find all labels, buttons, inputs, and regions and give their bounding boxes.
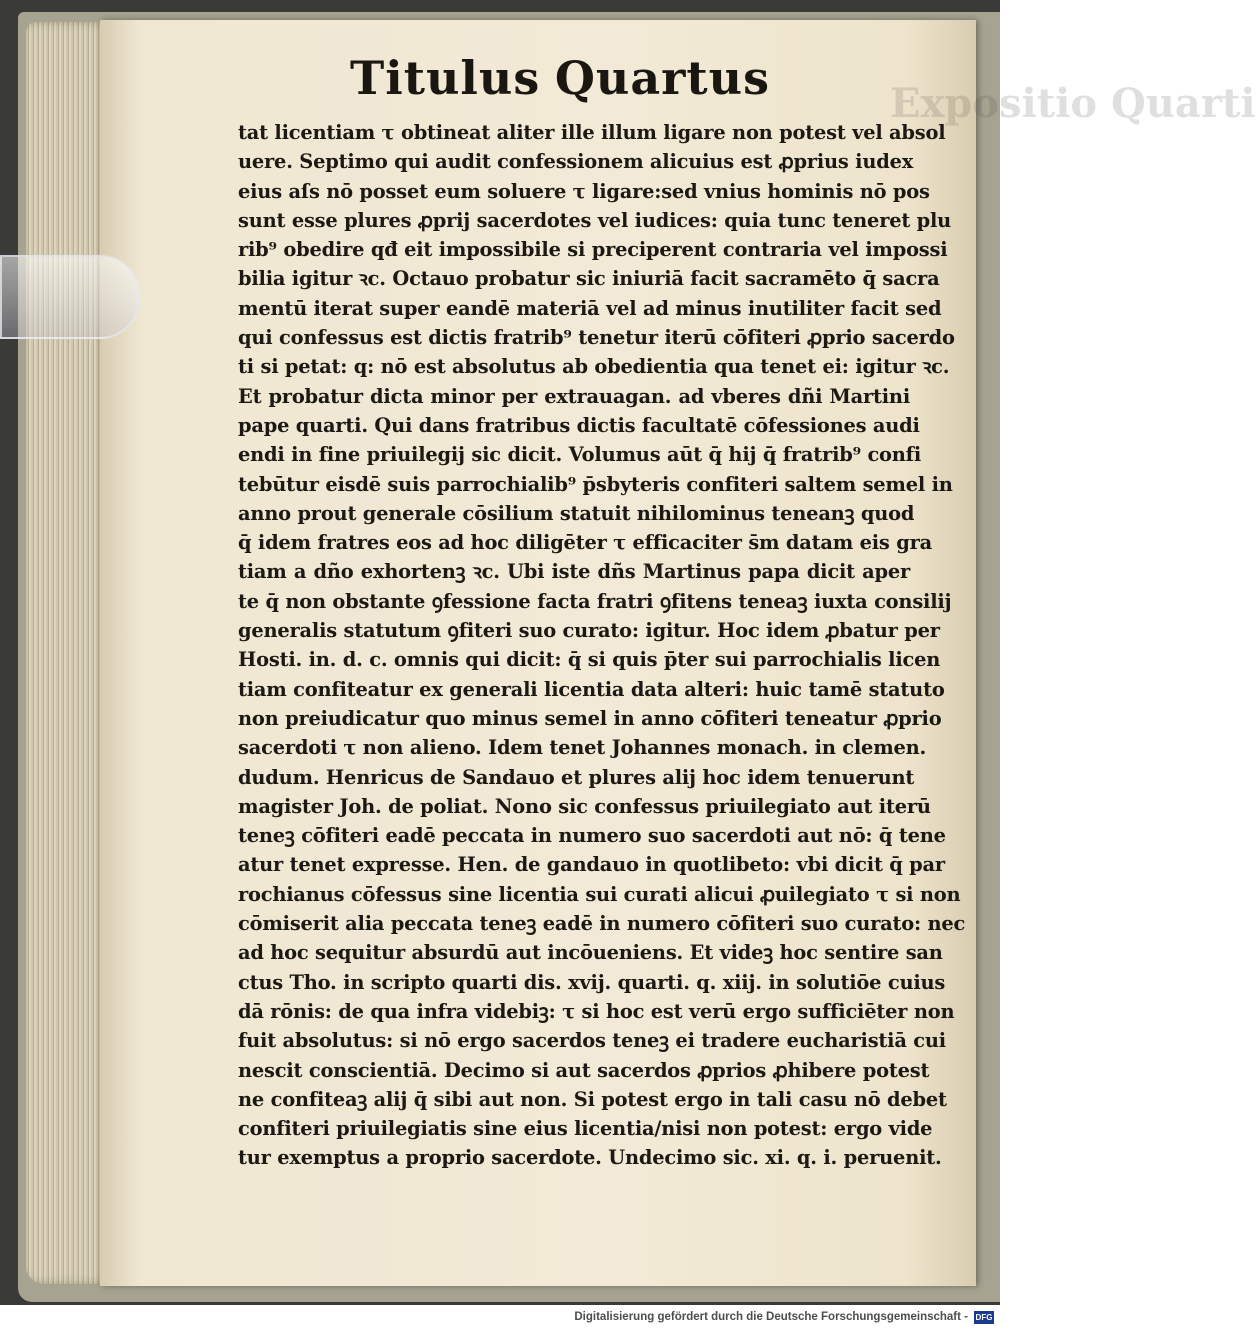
text-line: non preiudicatur quo minus semel in anno cōfiteri teneatur ꝓprio	[238, 706, 942, 730]
page-edges	[26, 22, 110, 1284]
running-title	[350, 48, 770, 108]
text-line: atur tenet expresse. Hen. de gandauo in quotlibeto: vbi dicit q̄ par	[238, 853, 945, 877]
text-line: endi in fine priuilegij sic dicit. Volumus aūt q̄ hij q̄ fratrib⁹ confi	[238, 443, 921, 467]
text-line: mentū iterat super eandē materiā vel ad minus inutiliter facit sed	[238, 296, 942, 320]
bleed-through-text: Expositio Quarti	[890, 80, 1256, 127]
text-line: generalis statutum ꝯfiteri suo curato: igitur. Hoc idem ꝓbatur per	[238, 619, 940, 643]
text-line: Hosti. in. d. c. omnis qui dicit: q̄ si quis p̄ter sui parrochialis licen	[238, 648, 941, 672]
text-line: sunt esse plures ꝓprij sacerdotes vel iudices: quia tunc teneret plu	[238, 208, 952, 232]
text-line: uere. Septimo qui audit confessionem alicuius est ꝓprius iudex	[238, 150, 914, 174]
text-line: eius aſs nō posset eum soluere τ ligare:sed vnius hominis nō pos	[238, 179, 930, 203]
text-line: anno prout generale cōsilium statuit nihilominus teneanꝫ quod	[238, 501, 915, 525]
text-line: dā rōnis: de qua infra videbiꝫ: τ si hoc est verū ergo sufficiēter non	[238, 999, 955, 1023]
footer-bar	[0, 1305, 1000, 1329]
text-line: te q̄ non obstante ꝯfessione facta fratri ꝯfitens teneaꝫ iuxta consilij	[238, 589, 952, 613]
text-line: teneꝫ cōfiteri eadē peccata in numero suo sacerdoti aut nō: q̄ tene	[238, 824, 946, 848]
dfg-logo-icon[interactable]: DFG	[975, 1312, 993, 1322]
text-line: qui confessus est dictis fratrib⁹ tenetur iterū cōfiteri ꝓprio sacerdo	[238, 326, 955, 350]
text-line: rib⁹ obedire qđ eit impossibile si preciperent contraria vel impossi	[238, 238, 948, 262]
text-line: ad hoc sequitur absurdū aut incōueniens. Et videꝫ hoc sentire san	[238, 941, 943, 965]
text-line: sacerdoti τ non alieno. Idem tenet Johannes monach. in clemen.	[238, 736, 927, 760]
text-line: tat licentiam τ obtineat aliter ille illum ligare non potest vel absol	[238, 121, 946, 144]
title-right: Quartus	[554, 51, 770, 105]
page-clip	[0, 255, 140, 339]
text-line: fuit absolutus: si nō ergo sacerdos teneꝫ ei tradere eucharistiā cui	[238, 1029, 946, 1053]
text-line: rochianus cōfessus sine licentia sui curati alicui ꝓuilegiato τ si non	[238, 882, 961, 906]
text-line: pape quarti. Qui dans fratribus dictis facultatē cōfessiones audi	[238, 413, 920, 437]
text-line: bilia igitur ꝛc. Octauo probatur sic iniuriā facit sacramēto q̄ sacra	[238, 267, 940, 291]
text-line: tiam a dño exhortenꝫ ꝛc. Ubi iste dñs Martinus papa dicit aper	[238, 560, 910, 584]
title-left: Titulus	[350, 51, 541, 105]
text-line: ne confiteaꝫ alij q̄ sibi aut non. Si potest ergo in tali casu nō debet	[238, 1087, 947, 1111]
text-line: confiteri priuilegiatis sine eius licentia/nisi non potest: ergo vide	[238, 1117, 933, 1141]
text-line: cōmiserit alia peccata teneꝫ eadē in numero cōfiteri suo curato: nec	[238, 912, 966, 936]
footer-credit: Digitalisierung gefördert durch die Deutsche Forschungsgemeinschaft -	[574, 1311, 968, 1323]
text-line: dudum. Henricus de Sandauo et plures alij hoc idem tenuerunt	[238, 765, 915, 789]
text-line: tur exemptus a proprio sacerdote. Undecimo sic. xi. q. i. peruenit.	[238, 1146, 942, 1170]
body-text	[238, 118, 966, 1173]
text-line: tiam confiteatur ex generali licentia data alteri: huic tamē statuto	[238, 677, 945, 701]
text-line: Et probatur dicta minor per extrauagan. ad vberes dñi Martini	[238, 384, 910, 408]
text-line: tebūtur eisdē suis parrochialib⁹ p̄sbyteris confiteri saltem semel in	[238, 472, 953, 496]
text-line: ti si petat: q: nō est absolutus ab obedientia qua tenet ei: igitur ꝛc.	[238, 355, 950, 379]
text-line: q̄ idem fratres eos ad hoc diligēter τ efficaciter s̄m datam eis gra	[238, 531, 932, 555]
text-line: magister Joh. de poliat. Nono sic confessus priuilegiato aut iterū	[238, 794, 931, 818]
text-line: ctus Tho. in scripto quarti dis. xvij. quarti. q. xiij. in solutiōe cuius	[238, 970, 946, 994]
text-line: nescit conscientiā. Decimo si aut sacerdos ꝓprios ꝓhibere potest	[238, 1058, 930, 1082]
